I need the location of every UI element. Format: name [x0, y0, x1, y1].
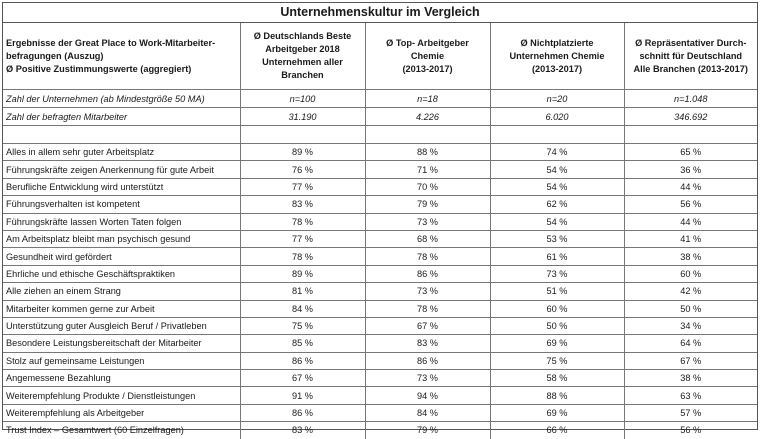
meta-row: [3, 108, 757, 126]
table-row-value: 73 %: [365, 213, 490, 230]
table-row-value: 78 %: [365, 300, 490, 317]
table-row-value: 50 %: [490, 317, 624, 334]
table-row-value: 50 %: [624, 300, 757, 317]
table-row-value: 60 %: [624, 265, 757, 282]
table-row-value: 38 %: [624, 370, 757, 387]
table-row-value: 88 %: [365, 144, 490, 161]
table-row-value: 44 %: [624, 178, 757, 195]
table-row-value: 44 %: [624, 213, 757, 230]
table-row: [3, 370, 757, 387]
table-row-value: 61 %: [490, 248, 624, 265]
table-row-label: Weiterempfehlung als Arbeitgeber: [3, 404, 240, 421]
table-row-value: 60 %: [490, 300, 624, 317]
table-row-value: 58 %: [490, 370, 624, 387]
table-row-value: 74 %: [490, 144, 624, 161]
table-row-value: 34 %: [624, 317, 757, 334]
header-germany-average: Ø Repräsentativer Durch- schnitt für Deutschland Alle Branchen (2013-2017): [624, 23, 757, 90]
spacer-cell: [624, 126, 757, 144]
table-row-value: 75 %: [490, 352, 624, 369]
table-row: [3, 404, 757, 421]
table-row-value: 88 %: [490, 387, 624, 404]
table-row-value: 54 %: [490, 178, 624, 195]
table-row-value: 67 %: [365, 317, 490, 334]
table-row: [3, 352, 757, 369]
table-row: [3, 422, 757, 439]
spacer-cell: [240, 126, 365, 144]
table-row-label: Trust Index – Gesamtwert (60 Einzelfragen): [3, 422, 240, 439]
table-row-value: 63 %: [624, 387, 757, 404]
table-row-value: 78 %: [365, 248, 490, 265]
table-row-label: Mitarbeiter kommen gerne zur Arbeit: [3, 300, 240, 317]
table-row-value: 64 %: [624, 335, 757, 352]
table-row-value: 86 %: [240, 352, 365, 369]
table-row-value: 42 %: [624, 283, 757, 300]
table-row-value: 54 %: [490, 161, 624, 178]
header-row: [3, 23, 757, 90]
table-row-value: 73 %: [365, 283, 490, 300]
table-row-label: Führungsverhalten ist kompetent: [3, 196, 240, 213]
table-row: [3, 335, 757, 352]
table-row-value: 56 %: [624, 196, 757, 213]
table-row-value: 53 %: [490, 230, 624, 247]
table-row-value: 41 %: [624, 230, 757, 247]
table-row-value: 85 %: [240, 335, 365, 352]
table-row-value: 66 %: [490, 422, 624, 439]
table-row-value: 56 %: [624, 422, 757, 439]
table-row: [3, 283, 757, 300]
table-row-label: Stolz auf gemeinsame Leistungen: [3, 352, 240, 369]
table-row-value: 91 %: [240, 387, 365, 404]
table-row-value: 67 %: [240, 370, 365, 387]
table-row-value: 81 %: [240, 283, 365, 300]
header-nonranked-chemie: Ø Nichtplatzierte Unternehmen Chemie (2013-2017): [490, 23, 624, 90]
table-row: [3, 144, 757, 161]
meta-row-value: 4.226: [365, 108, 490, 126]
meta-row-label: Zahl der befragten Mitarbeiter: [3, 108, 240, 126]
spacer-cell: [490, 126, 624, 144]
table-row-value: 51 %: [490, 283, 624, 300]
table-row-value: 78 %: [240, 248, 365, 265]
table-row-value: 71 %: [365, 161, 490, 178]
table-row-value: 84 %: [240, 300, 365, 317]
table-row-label: Angemessene Bezahlung: [3, 370, 240, 387]
table-row-label: Am Arbeitsplatz bleibt man psychisch gesund: [3, 230, 240, 247]
table-row-label: Alles in allem sehr guter Arbeitsplatz: [3, 144, 240, 161]
table-row: [3, 230, 757, 247]
table-row-value: 94 %: [365, 387, 490, 404]
meta-row-value: n=100: [240, 90, 365, 108]
table-row-value: 73 %: [490, 265, 624, 282]
table-row-value: 89 %: [240, 265, 365, 282]
table-row-value: 70 %: [365, 178, 490, 195]
meta-row-value: n=18: [365, 90, 490, 108]
table-row-value: 77 %: [240, 230, 365, 247]
table-row: [3, 387, 757, 404]
meta-row-value: n=20: [490, 90, 624, 108]
meta-row-value: 346.692: [624, 108, 757, 126]
table-row-label: Gesundheit wird gefördert: [3, 248, 240, 265]
table-row-value: 69 %: [490, 404, 624, 421]
table-row-label: Führungskräfte lassen Worten Taten folgen: [3, 213, 240, 230]
table-row: [3, 300, 757, 317]
table-row-label: Führungskräfte zeigen Anerkennung für gute Arbeit: [3, 161, 240, 178]
table-row-value: 79 %: [365, 196, 490, 213]
table-row-value: 78 %: [240, 213, 365, 230]
table-row-label: Alle ziehen an einem Strang: [3, 283, 240, 300]
table-row-value: 83 %: [365, 335, 490, 352]
table-row-value: 67 %: [624, 352, 757, 369]
table-row-value: 36 %: [624, 161, 757, 178]
table-row-value: 69 %: [490, 335, 624, 352]
table-row-label: Ehrliche und ethische Geschäftspraktiken: [3, 265, 240, 282]
table-row: [3, 161, 757, 178]
header-best-employers: Ø Deutschlands Beste Arbeitgeber 2018 Unternehmen aller Branchen: [240, 23, 365, 90]
comparison-table: [3, 23, 757, 439]
meta-row: [3, 90, 757, 108]
comparison-table-frame: [2, 2, 758, 436]
table-row-value: 83 %: [240, 422, 365, 439]
table-row-value: 86 %: [365, 352, 490, 369]
table-row-value: 79 %: [365, 422, 490, 439]
table-row-label: Besondere Leistungsbereitschaft der Mitarbeiter: [3, 335, 240, 352]
table-row-value: 62 %: [490, 196, 624, 213]
table-row-value: 54 %: [490, 213, 624, 230]
spacer-row: [3, 126, 757, 144]
table-row-value: 86 %: [365, 265, 490, 282]
table-row-label: Berufliche Entwicklung wird unterstützt: [3, 178, 240, 195]
table-row-value: 65 %: [624, 144, 757, 161]
table-row-label: Unterstützung guter Ausgleich Beruf / Privatleben: [3, 317, 240, 334]
table-row: [3, 213, 757, 230]
table-title: Unternehmenskultur im Vergleich: [3, 3, 757, 23]
table-row-value: 38 %: [624, 248, 757, 265]
table-row: [3, 317, 757, 334]
header-top-chemie: Ø Top- Arbeitgeber Chemie (2013-2017): [365, 23, 490, 90]
table-row-value: 76 %: [240, 161, 365, 178]
table-row-value: 73 %: [365, 370, 490, 387]
meta-row-value: 31.190: [240, 108, 365, 126]
table-row-value: 83 %: [240, 196, 365, 213]
table-row-value: 68 %: [365, 230, 490, 247]
table-row: [3, 248, 757, 265]
spacer-cell: [365, 126, 490, 144]
table-row-value: 77 %: [240, 178, 365, 195]
table-row-value: 89 %: [240, 144, 365, 161]
header-criteria: Ergebnisse der Great Place to Work-Mitarbeiter- befragungen (Auszug) Ø Positive Zustimmungswerte (aggregiert): [3, 23, 240, 90]
table-row: [3, 178, 757, 195]
table-row-value: 86 %: [240, 404, 365, 421]
meta-row-value: n=1.048: [624, 90, 757, 108]
table-row: [3, 196, 757, 213]
table-row-value: 84 %: [365, 404, 490, 421]
meta-row-value: 6.020: [490, 108, 624, 126]
table-row: [3, 265, 757, 282]
spacer-cell: [3, 126, 240, 144]
table-row-value: 75 %: [240, 317, 365, 334]
table-row-value: 57 %: [624, 404, 757, 421]
meta-row-label: Zahl der Unternehmen (ab Mindestgröße 50 MA): [3, 90, 240, 108]
table-row-label: Weiterempfehlung Produkte / Dienstleistungen: [3, 387, 240, 404]
